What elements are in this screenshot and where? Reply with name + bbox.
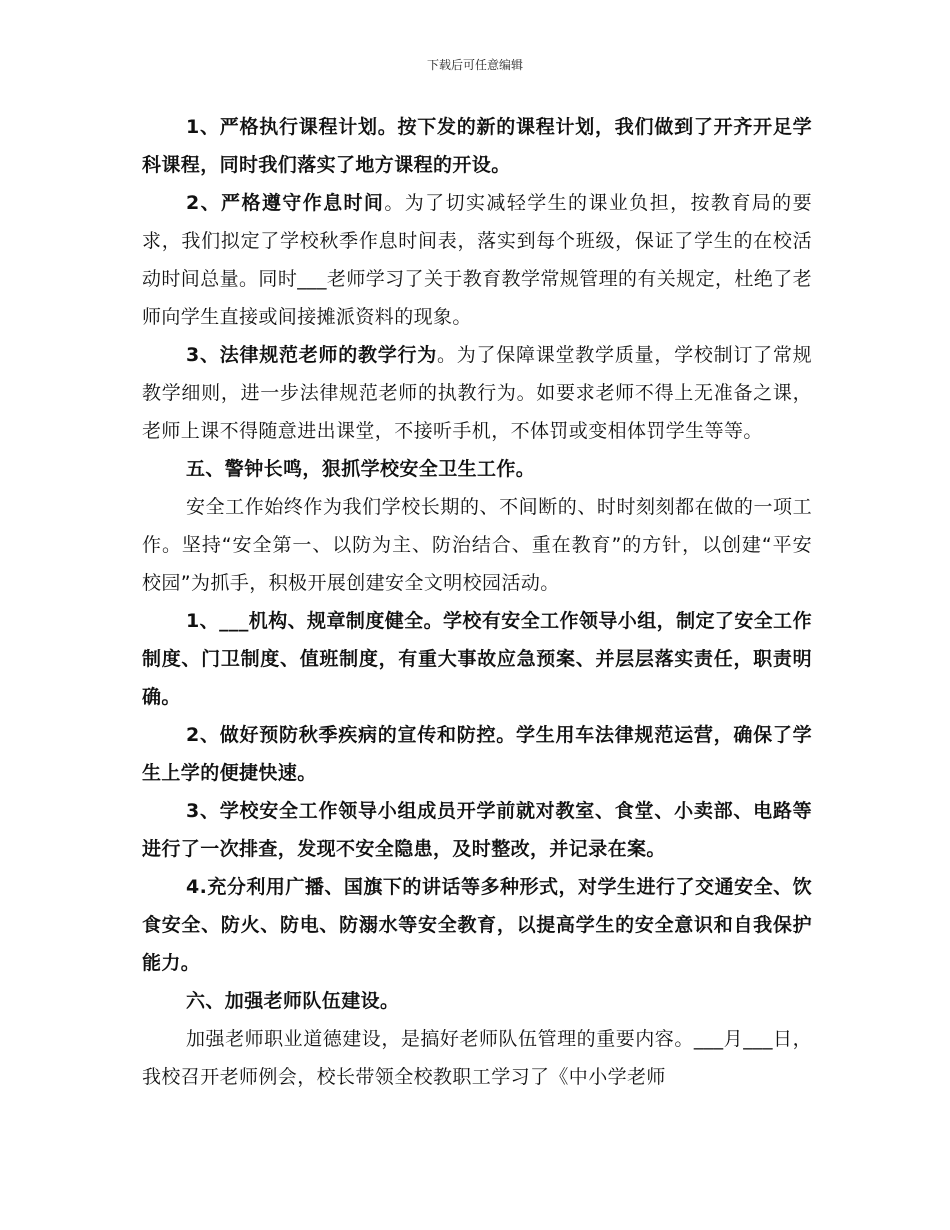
paragraph-safety-organization — [142, 602, 812, 716]
paragraph-lead: 3、学校安全工作领导小组成员开学前就对教室、食堂、小卖部、电路等进行了一次排查，发现不安全隐患，及时整改，并记录在案。 — [142, 800, 812, 860]
paragraph-course-plan — [142, 108, 812, 184]
section-heading-teachers — [142, 982, 812, 1020]
paragraph-lead: 4.充分利用广播、国旗下的讲话等多种形式，对学生进行了交通安全、饮食安全、防火、防电、防溺水等安全教育，以提高学生的安全意识和自我保护能力。 — [142, 876, 812, 974]
paragraph-lead: 五、警钟长鸣，狠抓学校安全卫生工作。 — [186, 458, 536, 480]
paragraph-lead: 2、严格遵守作息时间 — [186, 192, 385, 214]
paragraph-schedule — [142, 184, 812, 336]
paragraph-disease-prevention — [142, 716, 812, 792]
document-body — [142, 108, 812, 1096]
paragraph-lead: 2、做好预防秋季疾病的宣传和防控。学生用车法律规范运营，确保了学生上学的便捷快速。 — [142, 724, 812, 784]
paragraph-teaching-behavior — [142, 336, 812, 450]
paragraph-teacher-ethics — [142, 1020, 812, 1096]
paragraph-safety-education — [142, 868, 812, 982]
paragraph-lead: 3、法律规范老师的教学行为 — [186, 344, 438, 366]
paragraph-inspection — [142, 792, 812, 868]
paragraph-body: 。为了切实减轻学生的课业负担，按教育局的要求，我们拟定了学校秋季作息时间表，落实到每个班级，保证了学生的在校活动时间总量。同时___老师学习了关于教育教学常规管理的有关规定，杜绝了老师向学生直接或间接摊派资料的现象。 — [142, 192, 812, 328]
paragraph-body: 。为了保障课堂教学质量，学校制订了常规教学细则，进一步法律规范老师的执教行为。如要求老师不得上无准备之课，老师上课不得随意进出课堂，不接听手机，不体罚或变相体罚学生等等。 — [142, 344, 813, 442]
paragraph-body: 安全工作始终作为我们学校长期的、不间断的、时时刻刻都在做的一项工作。坚持“安全第一、以防为主、防治结合、重在教育”的方针，以创建“平安校园”为抓手，积极开展创建安全文明校园活动。 — [142, 496, 812, 594]
paragraph-lead: 1、___机构、规章制度健全。学校有安全工作领导小组，制定了安全工作制度、门卫制度、值班制度，有重大事故应急预案、并层层落实责任，职责明确。 — [142, 610, 812, 708]
paragraph-safety-intro — [142, 488, 812, 602]
page-header: 下载后可任意编辑 — [426, 58, 523, 72]
section-heading-safety — [142, 450, 812, 488]
paragraph-lead: 六、加强老师队伍建设。 — [186, 990, 400, 1012]
paragraph-body: 加强老师职业道德建设，是搞好老师队伍管理的重要内容。___月___日，我校召开老师例会，校长带领全校教职工学习了《中小学老师 — [142, 1028, 812, 1088]
paragraph-lead: 1、严格执行课程计划。按下发的新的课程计划，我们做到了开齐开足学科课程，同时我们落实了地方课程的开设。 — [142, 116, 812, 176]
